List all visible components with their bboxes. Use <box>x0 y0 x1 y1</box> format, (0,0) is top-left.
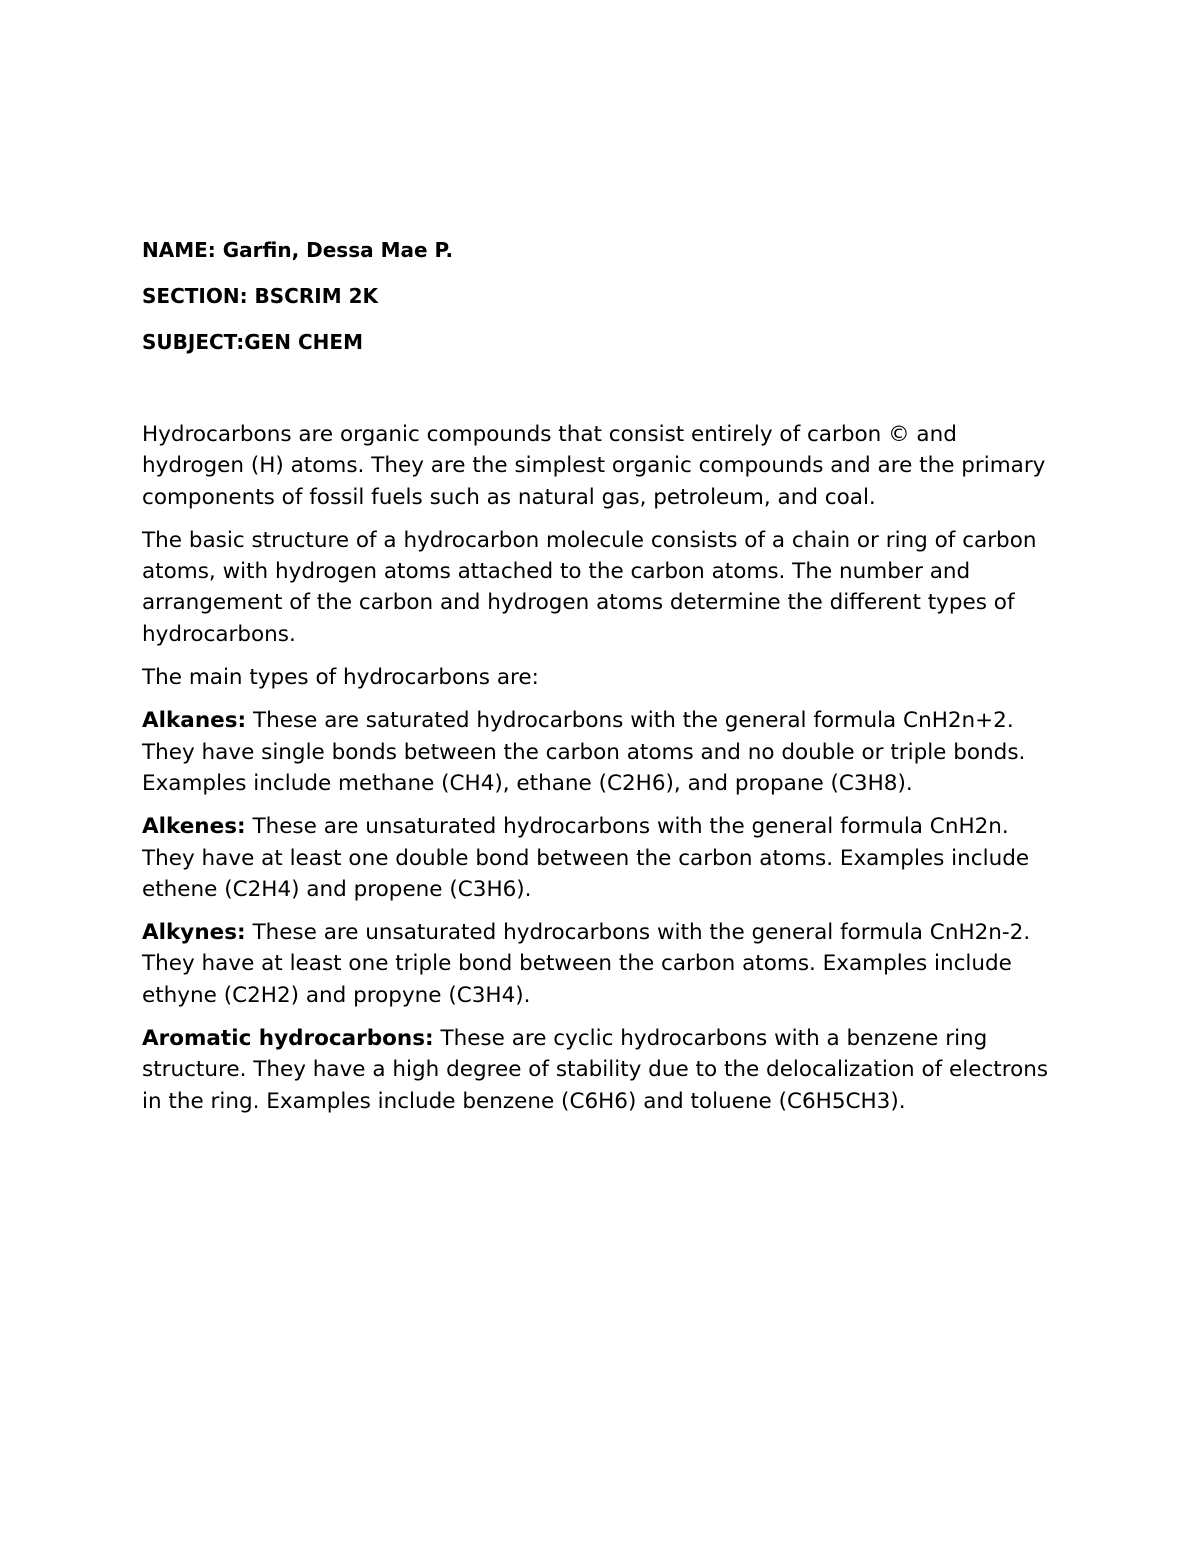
types-intro-paragraph: The main types of hydrocarbons are: <box>142 665 539 691</box>
type-term: Alkenes: <box>142 814 246 840</box>
type-paragraph-aromatic <box>142 1023 1062 1117</box>
student-section: SECTION: BSCRIM 2K <box>142 284 378 308</box>
type-paragraph-alkynes <box>142 917 1062 1011</box>
type-paragraph-alkenes <box>142 811 1062 905</box>
student-info-header <box>142 234 1062 358</box>
type-description: These are unsaturated hydrocarbons with the general formula CnH2n-2. They have at least one triple bond between the carbon atoms. Examples include ethyne (C2H2) and propyne (C3H4). <box>142 920 1031 1008</box>
type-description: These are saturated hydrocarbons with the general formula CnH2n+2. They have single bonds between the carbon atoms and no double or triple bonds. Examples include methane (CH4), ethane (C2H6), and propane (C3H8). <box>142 708 1026 796</box>
structure-paragraph: The basic structure of a hydrocarbon molecule consists of a chain or ring of carbon atoms, with hydrogen atoms attached to the carbon atoms. The number and arrangement of the carbon and hydrogen atoms determine the different types of hydrocarbons. <box>142 527 1037 647</box>
type-term: Aromatic hydrocarbons: <box>142 1026 434 1052</box>
subject: SUBJECT:GEN CHEM <box>142 330 363 354</box>
type-description: These are unsaturated hydrocarbons with the general formula CnH2n. They have at least one double bond between the carbon atoms. Examples include ethene (C2H4) and propene (C3H6). <box>142 814 1030 902</box>
type-description: These are cyclic hydrocarbons with a benzene ring structure. They have a high degree of stability due to the delocalization of electrons in the ring. Examples include benzene (C6H6) and toluene (C6H5CH3). <box>142 1026 1049 1114</box>
type-paragraph-alkanes <box>142 705 1062 799</box>
student-name: NAME: Garfin, Dessa Mae P. <box>142 238 454 262</box>
type-term: Alkynes: <box>142 920 246 946</box>
intro-paragraph: Hydrocarbons are organic compounds that consist entirely of carbon © and hydrogen (H) atoms. They are the simplest organic compounds and are the primary components of fossil fuels such as natural gas, petroleum, and coal. <box>142 422 1046 510</box>
document-page <box>142 234 1062 1129</box>
type-term: Alkanes: <box>142 708 247 734</box>
